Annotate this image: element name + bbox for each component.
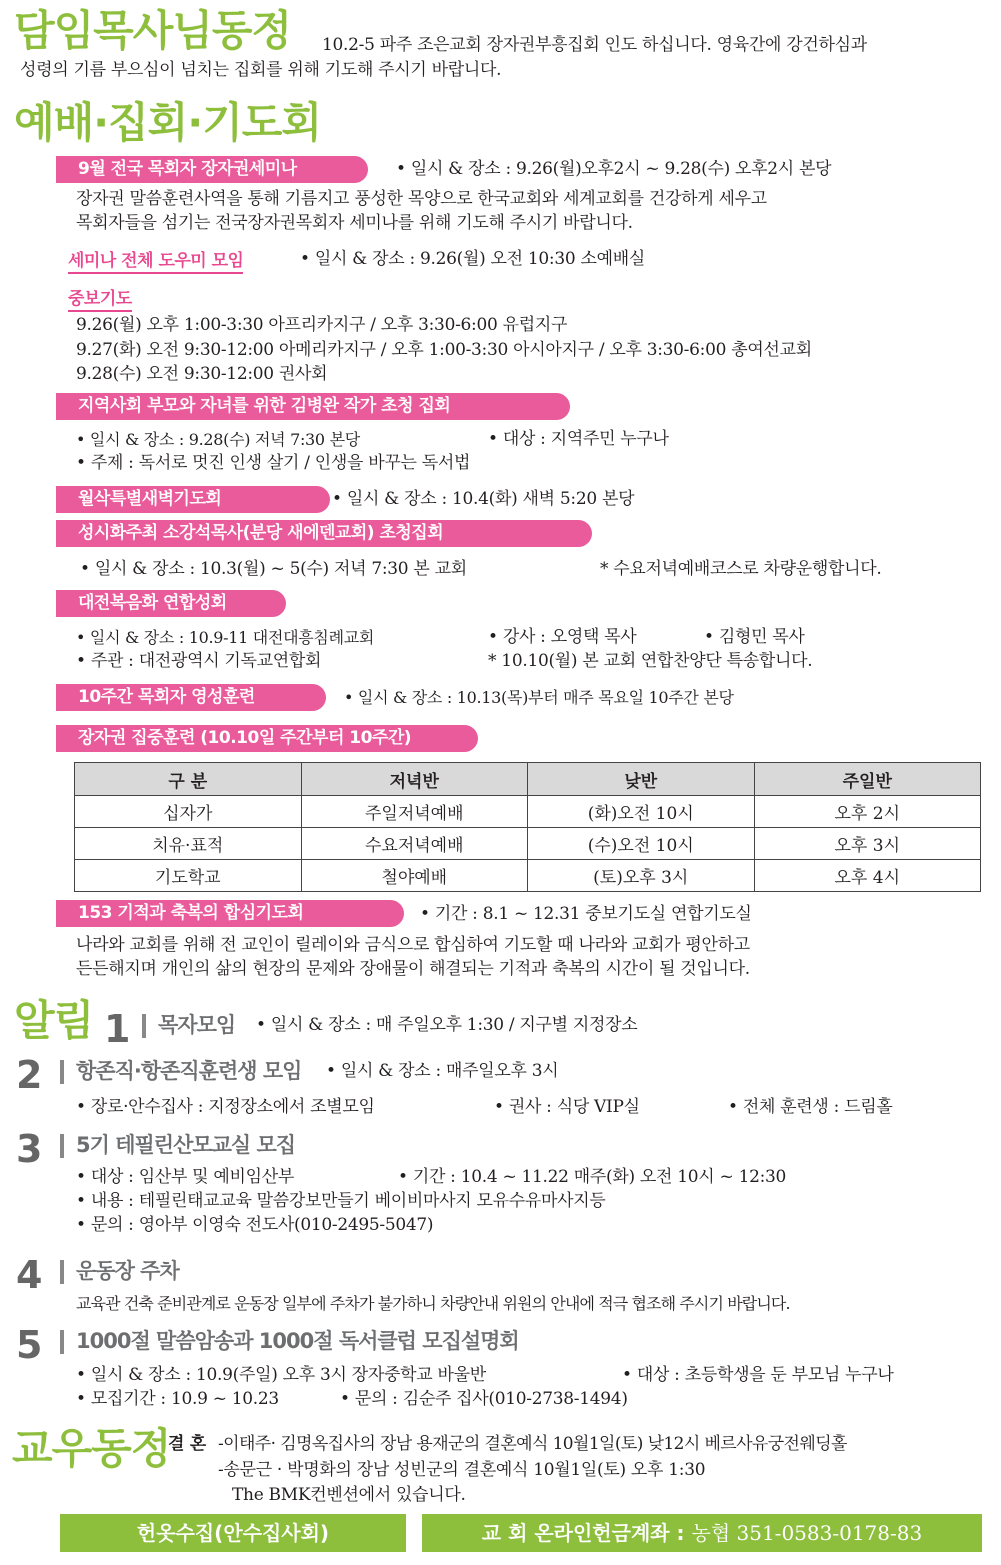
notice3-period: • 기간 : 10.4 ~ 11.22 매주(화) 오전 10시 ~ 12:30 xyxy=(398,1167,787,1187)
tenweek-pill: 10주간 목회자 영성훈련 xyxy=(56,684,326,711)
table-cell: 치유·표적 xyxy=(75,828,302,860)
miracle-pill: 153 기적과 축복의 합심기도회 xyxy=(56,900,404,927)
community-pill: 지역사회 부모와 자녀를 위한 김병완 작가 초청 집회 xyxy=(56,393,570,420)
notice-number: 1 xyxy=(104,1007,131,1051)
notice2-elders: • 장로·안수집사 : 지정장소에서 조별모임 xyxy=(76,1097,375,1117)
notice-number: 4 xyxy=(16,1253,43,1297)
seminar-desc1: 장자권 말씀훈련사역을 통해 기름지고 풍성한 목양으로 한국교회와 세계교회를 건강하게 세우고 xyxy=(76,189,767,209)
gospel-speaker: • 강사 : 오영택 목사 xyxy=(488,627,637,647)
song-note: * 수요저녁예배코스로 차량운행합니다. xyxy=(600,559,882,579)
notice1-info: • 일시 & 장소 : 매 주일오후 1:30 / 지구별 지정장소 xyxy=(256,1015,638,1035)
divider xyxy=(142,1014,146,1038)
divider xyxy=(60,1330,64,1354)
table-row xyxy=(75,828,981,860)
dawn-pill: 월삭특별새벽기도회 xyxy=(56,486,330,513)
members-title: 교우동정 xyxy=(12,1424,171,1473)
notice4-heading: 운동장 주차 xyxy=(76,1259,179,1283)
notice3-heading: 5기 테필린산모교실 모집 xyxy=(76,1133,296,1157)
song-info: • 일시 & 장소 : 10.3(월) ~ 5(수) 저녁 7:30 본 교회 xyxy=(80,559,467,579)
notice1-heading: 목자모임 xyxy=(158,1013,236,1037)
seminar-pill: 9월 전국 목회자 장자권세미나 xyxy=(56,156,368,183)
col-header: 구 분 xyxy=(75,763,302,796)
gospel-date: • 일시 & 장소 : 10.9-11 대전대흥침례교회 xyxy=(76,628,375,647)
community-target: • 대상 : 지역주민 누구나 xyxy=(488,429,669,449)
pastor-title: 담임목사님동정 xyxy=(14,6,292,55)
notice-title: 알림 xyxy=(14,996,94,1045)
table-cell: (화)오전 10시 xyxy=(528,796,755,828)
notice2-heading: 항존직·항존직훈련생 모임 xyxy=(76,1059,302,1083)
wedding-line1: -이태주· 김명옥집사의 장남 용재군의 결혼예식 10월1일(토) 낮12시 베르사유궁전웨딩홀 xyxy=(218,1434,847,1454)
gospel-speaker2: • 김형민 목사 xyxy=(704,627,805,647)
intercession-line1: 9.26(월) 오후 1:00-3:30 아프리카지구 / 오후 3:30-6:00 유럽지구 xyxy=(76,315,568,335)
wedding-line3: The BMK컨벤션에서 있습니다. xyxy=(232,1485,466,1505)
notice5-contact: • 문의 : 김순주 집사(010-2738-1494) xyxy=(340,1389,628,1409)
pastor-line1: 10.2-5 파주 조은교회 장자권부흥집회 인도 하십니다. 영육간에 강건하심과 xyxy=(322,35,867,55)
notice3-target: • 대상 : 임산부 및 예비임산부 xyxy=(76,1167,295,1187)
notice5-period: • 모집기간 : 10.9 ~ 10.23 xyxy=(76,1389,279,1409)
notice2-info: • 일시 & 장소 : 매주일오후 3시 xyxy=(326,1061,559,1081)
notice-number: 2 xyxy=(16,1053,43,1097)
table-cell: 오후 2시 xyxy=(754,796,981,828)
table-cell: (토)오후 3시 xyxy=(528,860,755,892)
miracle-desc1: 나라와 교회를 위해 전 교인이 릴레이와 금식으로 합심하여 기도할 때 나라와 교회가 평안하고 xyxy=(76,935,750,955)
seminar-info: • 일시 & 장소 : 9.26(월)오후2시 ~ 9.28(수) 오후2시 본당 xyxy=(396,159,832,179)
offering-account-banner xyxy=(422,1514,982,1552)
wedding-label: 결 혼 xyxy=(168,1434,206,1454)
intercession-line2: 9.27(화) 오전 9:30-12:00 아메리카지구 / 오후 1:00-3:30 아시아지구 / 오후 3:30-6:00 총여선교회 xyxy=(76,340,812,360)
table-cell: 주일저녁예배 xyxy=(301,796,528,828)
gospel-note: * 10.10(월) 본 교회 연합찬양단 특송합니다. xyxy=(488,651,813,671)
intensive-schedule-table xyxy=(74,762,981,892)
community-topic: • 주제 : 독서로 멋진 인생 살기 / 인생을 바꾸는 독서법 xyxy=(76,453,471,473)
gospel-host: • 주관 : 대전광역시 기독교연합회 xyxy=(76,651,322,671)
gospel-pill: 대전복음화 연합성회 xyxy=(56,590,286,617)
col-header: 저녁반 xyxy=(301,763,528,796)
miracle-desc2: 든든해지며 개인의 삶의 현장의 문제와 장애물이 해결되는 기적과 축복의 시간이 될 것입니다. xyxy=(76,959,750,979)
divider xyxy=(60,1260,64,1284)
clothing-drive-banner: 헌옷수집(안수집사회) xyxy=(60,1514,406,1552)
helpers-info: • 일시 & 장소 : 9.26(월) 오전 10:30 소예배실 xyxy=(300,249,645,269)
divider xyxy=(60,1060,64,1084)
col-header: 주일반 xyxy=(754,763,981,796)
table-header-row xyxy=(75,763,981,796)
community-date: • 일시 & 장소 : 9.28(수) 저녁 7:30 본당 xyxy=(76,430,360,449)
pastor-line2: 성령의 기름 부으심이 넘치는 집회를 위해 기도해 주시기 바랍니다. xyxy=(20,60,502,80)
notice-number: 3 xyxy=(16,1127,43,1171)
seminar-desc2: 목회자들을 섬기는 전국장자권목회자 세미나를 위해 기도해 주시기 바랍니다. xyxy=(76,213,633,233)
notice5-date: • 일시 & 장소 : 10.9(주일) 오후 3시 장자중학교 바울반 xyxy=(76,1365,486,1385)
notice-number: 5 xyxy=(16,1323,43,1367)
intercession-heading: 중보기도 xyxy=(68,284,132,312)
offering-account-label: 교 회 온라인헌금계좌 : xyxy=(481,1521,692,1545)
wedding-line2: -송문근 · 박명화의 장남 성빈군의 결혼예식 10월1일(토) 오후 1:30 xyxy=(218,1460,706,1480)
worship-title: 예배·집회·기도회 xyxy=(14,98,321,147)
notice3-content: • 내용 : 테필린태교교육 말씀강보만들기 베이비마사지 모유수유마사지등 xyxy=(76,1191,606,1211)
dawn-info: • 일시 & 장소 : 10.4(화) 새벽 5:20 본당 xyxy=(332,489,635,509)
table-cell: 십자가 xyxy=(75,796,302,828)
notice4-desc: 교육관 건축 준비관계로 운동장 일부에 주차가 불가하니 차량안내 위원의 안내에 적극 협조해 주시기 바랍니다. xyxy=(76,1294,790,1313)
table-cell: 오후 4시 xyxy=(754,860,981,892)
tenweek-info: • 일시 & 장소 : 10.13(목)부터 매주 목요일 10주간 본당 xyxy=(344,688,734,707)
notice5-target: • 대상 : 초등학생을 둔 부모님 누구나 xyxy=(622,1365,894,1385)
miracle-info: • 기간 : 8.1 ~ 12.31 중보기도실 연합기도실 xyxy=(420,904,752,924)
notice2-deaconess: • 권사 : 식당 VIP실 xyxy=(494,1097,640,1117)
table-cell: (수)오전 10시 xyxy=(528,828,755,860)
intensive-pill: 장자권 집중훈련 (10.10일 주간부터 10주간) xyxy=(56,725,478,752)
divider xyxy=(60,1134,64,1158)
offering-account-number: 농협 351-0583-0178-83 xyxy=(691,1521,923,1545)
helpers-heading: 세미나 전체 도우미 모임 xyxy=(68,246,243,274)
table-cell: 수요저녁예배 xyxy=(301,828,528,860)
notice3-contact: • 문의 : 영아부 이영숙 전도사(010-2495-5047) xyxy=(76,1215,434,1235)
table-cell: 철야예배 xyxy=(301,860,528,892)
notice2-trainees: • 전체 훈련생 : 드림홀 xyxy=(728,1097,893,1117)
notice5-heading: 1000절 말씀암송과 1000절 독서클럽 모집설명회 xyxy=(76,1329,519,1353)
table-row xyxy=(75,860,981,892)
table-row xyxy=(75,796,981,828)
song-pill: 성시화주최 소강석목사(분당 새에덴교회) 초청집회 xyxy=(56,520,592,547)
intercession-line3: 9.28(수) 오전 9:30-12:00 권사회 xyxy=(76,364,328,384)
table-cell: 기도학교 xyxy=(75,860,302,892)
col-header: 낮반 xyxy=(528,763,755,796)
table-cell: 오후 3시 xyxy=(754,828,981,860)
